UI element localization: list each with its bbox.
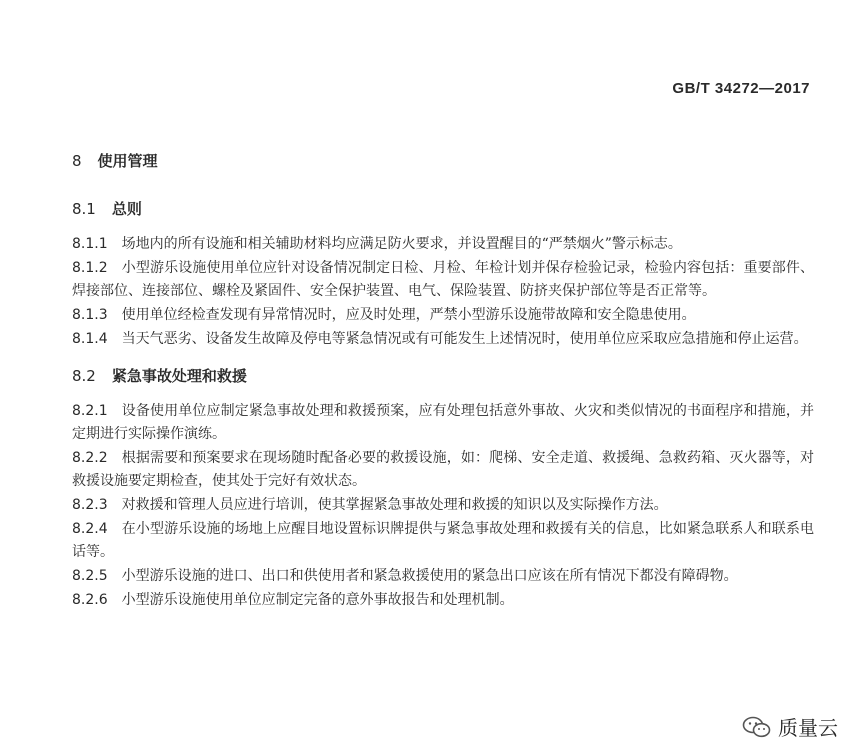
clause <box>72 233 814 256</box>
watermark <box>742 712 838 741</box>
subsection-heading <box>72 365 814 387</box>
clause <box>72 304 814 327</box>
clause <box>72 565 814 588</box>
clause-text: 根据需要和预案要求在现场随时配备必要的救援设施，如：爬梯、安全走道、救援绳、急救药箱、灭火器等，对救援设施要定期检查，使其处于完好有效状态。 <box>72 450 814 489</box>
section-number: 8 <box>72 152 82 170</box>
document-body <box>72 150 814 613</box>
clause-text: 在小型游乐设施的场地上应醒目地设置标识牌提供与紧急事故处理和救援有关的信息，比如紧急联系人和联系电话等。 <box>72 521 814 560</box>
subsection-number: 8.1 <box>72 200 96 218</box>
clause-number: 8.2.1 <box>72 403 108 419</box>
clause-text: 使用单位经检查发现有异常情况时，应及时处理，严禁小型游乐设施带故障和安全隐患使用。 <box>121 307 696 323</box>
clause-number: 8.2.5 <box>72 568 108 584</box>
subsection-number: 8.2 <box>72 367 96 385</box>
clause-number: 8.1.3 <box>72 307 108 323</box>
clause-text: 设备使用单位应制定紧急事故处理和救援预案，应有处理包括意外事故、火灾和类似情况的书面程序和措施，并定期进行实际操作演练。 <box>72 403 814 442</box>
watermark-text: 质量云 <box>778 716 838 740</box>
clause <box>72 589 814 612</box>
clause-number: 8.1.1 <box>72 236 108 252</box>
section-title: 使用管理 <box>97 152 158 170</box>
subsection-heading <box>72 198 814 220</box>
clause-text: 小型游乐设施使用单位应制定完备的意外事故报告和处理机制。 <box>121 592 514 608</box>
wechat-icon <box>742 715 772 739</box>
clause-number: 8.2.6 <box>72 592 108 608</box>
clause-text: 当天气恶劣、设备发生故障及停电等紧急情况或有可能发生上述情况时，使用单位应采取应急措施和停止运营。 <box>121 331 808 347</box>
clause-number: 8.1.2 <box>72 260 108 276</box>
clause-text: 小型游乐设施使用单位应针对设备情况制定日检、月检、年检计划并保存检验记录，检验内容包括：重要部件、焊接部位、连接部位、螺栓及紧固件、安全保护装置、电气、保险装置、防挤夹保护部位等是否正常等。 <box>72 260 814 299</box>
clause <box>72 447 814 493</box>
clause <box>72 328 814 351</box>
clause-number: 8.2.3 <box>72 497 108 513</box>
section-heading <box>72 150 814 172</box>
standard-code: GB/T 34272—2017 <box>672 80 810 97</box>
clause-number: 8.1.4 <box>72 331 108 347</box>
clause <box>72 494 814 517</box>
clause <box>72 518 814 564</box>
subsection-title: 紧急事故处理和救援 <box>111 367 247 385</box>
clause-text: 小型游乐设施的进口、出口和供使用者和紧急救援使用的紧急出口应该在所有情况下都没有障碍物。 <box>121 568 738 584</box>
clause-number: 8.2.2 <box>72 450 108 466</box>
clause <box>72 400 814 446</box>
clause-text: 场地内的所有设施和相关辅助材料均应满足防火要求，并设置醒目的“严禁烟火”警示标志。 <box>121 236 682 252</box>
clause-text: 对救援和管理人员应进行培训，使其掌握紧急事故处理和救援的知识以及实际操作方法。 <box>121 497 668 513</box>
clause <box>72 257 814 303</box>
clause-number: 8.2.4 <box>72 521 108 537</box>
subsection-title: 总则 <box>111 200 142 218</box>
